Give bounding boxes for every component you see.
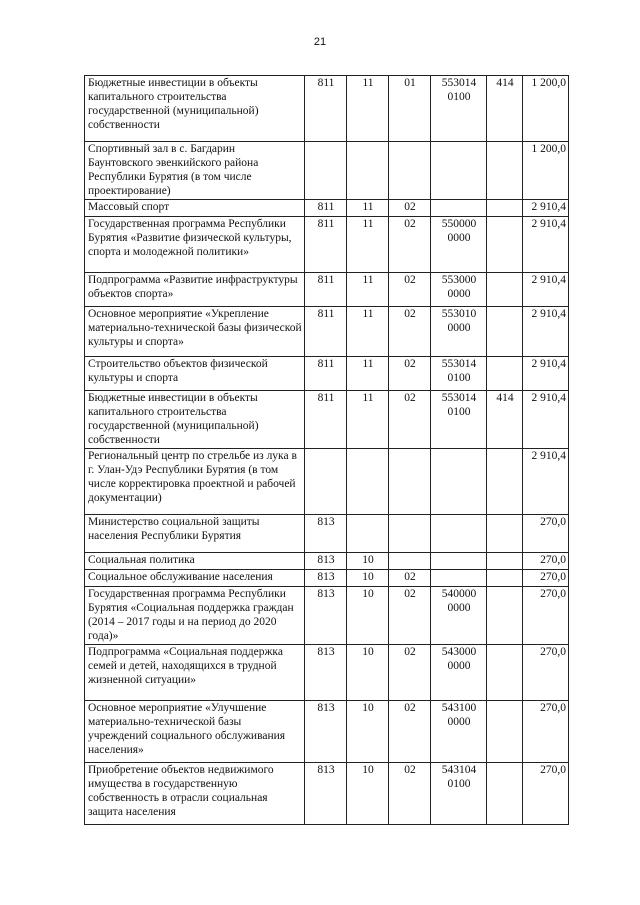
- table-row: [85, 76, 569, 142]
- subsection-code: 02: [389, 307, 431, 357]
- section-code: [347, 142, 389, 200]
- expense-type-code: [487, 645, 523, 701]
- row-name: Бюджетные инвестиции в объекты капитального строительства государственной (муниципальной) собственности: [85, 76, 305, 142]
- target-article-code: 553014 0100: [431, 76, 487, 142]
- ved-code: 811: [305, 357, 347, 391]
- subsection-code: [389, 515, 431, 553]
- target-article-code: 550000 0000: [431, 217, 487, 273]
- section-code: 10: [347, 701, 389, 763]
- target-article-code: 553000 0000: [431, 273, 487, 307]
- subsection-code: 02: [389, 217, 431, 273]
- subsection-code: 02: [389, 587, 431, 645]
- page-number: 21: [313, 36, 327, 48]
- table-row: [85, 273, 569, 307]
- target-article-code: 553010 0000: [431, 307, 487, 357]
- amount: 2 910,4: [523, 217, 569, 273]
- ved-code: [305, 449, 347, 515]
- table-row: [85, 701, 569, 763]
- expense-type-code: [487, 515, 523, 553]
- expense-type-code: [487, 553, 523, 570]
- row-name: Подпрограмма «Социальная поддержка семей и детей, находящихся в трудной жизненной ситуации»: [85, 645, 305, 701]
- table-row: [85, 587, 569, 645]
- ved-code: 813: [305, 553, 347, 570]
- target-article-code: 543104 0100: [431, 763, 487, 825]
- amount: 2 910,4: [523, 391, 569, 449]
- expense-type-code: [487, 570, 523, 587]
- section-code: 10: [347, 553, 389, 570]
- amount: 2 910,4: [523, 273, 569, 307]
- subsection-code: 02: [389, 391, 431, 449]
- amount: 270,0: [523, 570, 569, 587]
- row-name: Строительство объектов физической культуры и спорта: [85, 357, 305, 391]
- expense-type-code: 414: [487, 76, 523, 142]
- subsection-code: 02: [389, 200, 431, 217]
- target-article-code: [431, 200, 487, 217]
- section-code: 11: [347, 307, 389, 357]
- target-article-code: 540000 0000: [431, 587, 487, 645]
- expense-type-code: 414: [487, 391, 523, 449]
- subsection-code: 02: [389, 273, 431, 307]
- row-name: Спортивный зал в с. Багдарин Баунтовского эвенкийского района Республики Бурятия (в том числе проектирование): [85, 142, 305, 200]
- ved-code: 811: [305, 391, 347, 449]
- expense-type-code: [487, 701, 523, 763]
- amount: 2 910,4: [523, 357, 569, 391]
- section-code: 10: [347, 570, 389, 587]
- ved-code: 811: [305, 307, 347, 357]
- amount: 270,0: [523, 645, 569, 701]
- section-code: 11: [347, 273, 389, 307]
- row-name: Бюджетные инвестиции в объекты капитального строительства государственной (муниципальной) собственности: [85, 391, 305, 449]
- expense-type-code: [487, 587, 523, 645]
- expense-type-code: [487, 200, 523, 217]
- ved-code: 811: [305, 76, 347, 142]
- ved-code: 813: [305, 701, 347, 763]
- target-article-code: 553014 0100: [431, 391, 487, 449]
- row-name: Государственная программа Республики Бурятия «Социальная поддержка граждан (2014 – 2017 годы и на период до 2020 года)»: [85, 587, 305, 645]
- target-article-code: 543000 0000: [431, 645, 487, 701]
- subsection-code: 02: [389, 701, 431, 763]
- ved-code: 813: [305, 587, 347, 645]
- row-name: Массовый спорт: [85, 200, 305, 217]
- expense-type-code: [487, 449, 523, 515]
- budget-table: [84, 75, 569, 825]
- row-name: Государственная программа Республики Бурятия «Развитие физической культуры, спорта и молодежной политики»: [85, 217, 305, 273]
- section-code: 11: [347, 76, 389, 142]
- amount: 1 200,0: [523, 76, 569, 142]
- amount: 1 200,0: [523, 142, 569, 200]
- section-code: [347, 449, 389, 515]
- section-code: 11: [347, 391, 389, 449]
- section-code: [347, 515, 389, 553]
- section-code: 11: [347, 200, 389, 217]
- row-name: Социальное обслуживание населения: [85, 570, 305, 587]
- table-row: [85, 217, 569, 273]
- row-name: Основное мероприятие «Улучшение материально-технической базы учреждений социального обслуживания населения»: [85, 701, 305, 763]
- amount: 270,0: [523, 587, 569, 645]
- subsection-code: 02: [389, 763, 431, 825]
- row-name: Основное мероприятие «Укрепление материально-технической базы физической культуры и спорта»: [85, 307, 305, 357]
- amount: 2 910,4: [523, 449, 569, 515]
- table-row: [85, 515, 569, 553]
- table-row: [85, 645, 569, 701]
- subsection-code: [389, 142, 431, 200]
- target-article-code: [431, 142, 487, 200]
- budget-table-body: [85, 76, 569, 825]
- expense-type-code: [487, 357, 523, 391]
- amount: 270,0: [523, 553, 569, 570]
- amount: 2 910,4: [523, 200, 569, 217]
- ved-code: 811: [305, 217, 347, 273]
- expense-type-code: [487, 217, 523, 273]
- target-article-code: 553014 0100: [431, 357, 487, 391]
- expense-type-code: [487, 273, 523, 307]
- table-row: [85, 570, 569, 587]
- table-row: [85, 763, 569, 825]
- target-article-code: [431, 553, 487, 570]
- section-code: 11: [347, 357, 389, 391]
- target-article-code: [431, 570, 487, 587]
- amount: 270,0: [523, 515, 569, 553]
- ved-code: 813: [305, 763, 347, 825]
- row-name: Приобретение объектов недвижимого имущества в государственную собственность в отрасли социальная защита населения: [85, 763, 305, 825]
- table-row: [85, 357, 569, 391]
- subsection-code: 01: [389, 76, 431, 142]
- table-row: [85, 200, 569, 217]
- ved-code: 813: [305, 515, 347, 553]
- section-code: 10: [347, 587, 389, 645]
- section-code: 11: [347, 217, 389, 273]
- target-article-code: [431, 449, 487, 515]
- table-row: [85, 553, 569, 570]
- subsection-code: 02: [389, 645, 431, 701]
- expense-type-code: [487, 307, 523, 357]
- ved-code: 813: [305, 645, 347, 701]
- section-code: 10: [347, 763, 389, 825]
- ved-code: [305, 142, 347, 200]
- ved-code: 811: [305, 200, 347, 217]
- section-code: 10: [347, 645, 389, 701]
- subsection-code: [389, 449, 431, 515]
- row-name: Региональный центр по стрельбе из лука в г. Улан-Удэ Республики Бурятия (в том числе корректировка проектной и рабочей документации): [85, 449, 305, 515]
- row-name: Министерство социальной защиты населения Республики Бурятия: [85, 515, 305, 553]
- amount: 270,0: [523, 701, 569, 763]
- row-name: Социальная политика: [85, 553, 305, 570]
- amount: 270,0: [523, 763, 569, 825]
- ved-code: 811: [305, 273, 347, 307]
- row-name: Подпрограмма «Развитие инфраструктуры объектов спорта»: [85, 273, 305, 307]
- table-row: [85, 307, 569, 357]
- subsection-code: 02: [389, 357, 431, 391]
- ved-code: 813: [305, 570, 347, 587]
- amount: 2 910,4: [523, 307, 569, 357]
- expense-type-code: [487, 142, 523, 200]
- table-row: [85, 391, 569, 449]
- subsection-code: 02: [389, 570, 431, 587]
- target-article-code: [431, 515, 487, 553]
- subsection-code: [389, 553, 431, 570]
- table-row: [85, 142, 569, 200]
- table-row: [85, 449, 569, 515]
- expense-type-code: [487, 763, 523, 825]
- target-article-code: 543100 0000: [431, 701, 487, 763]
